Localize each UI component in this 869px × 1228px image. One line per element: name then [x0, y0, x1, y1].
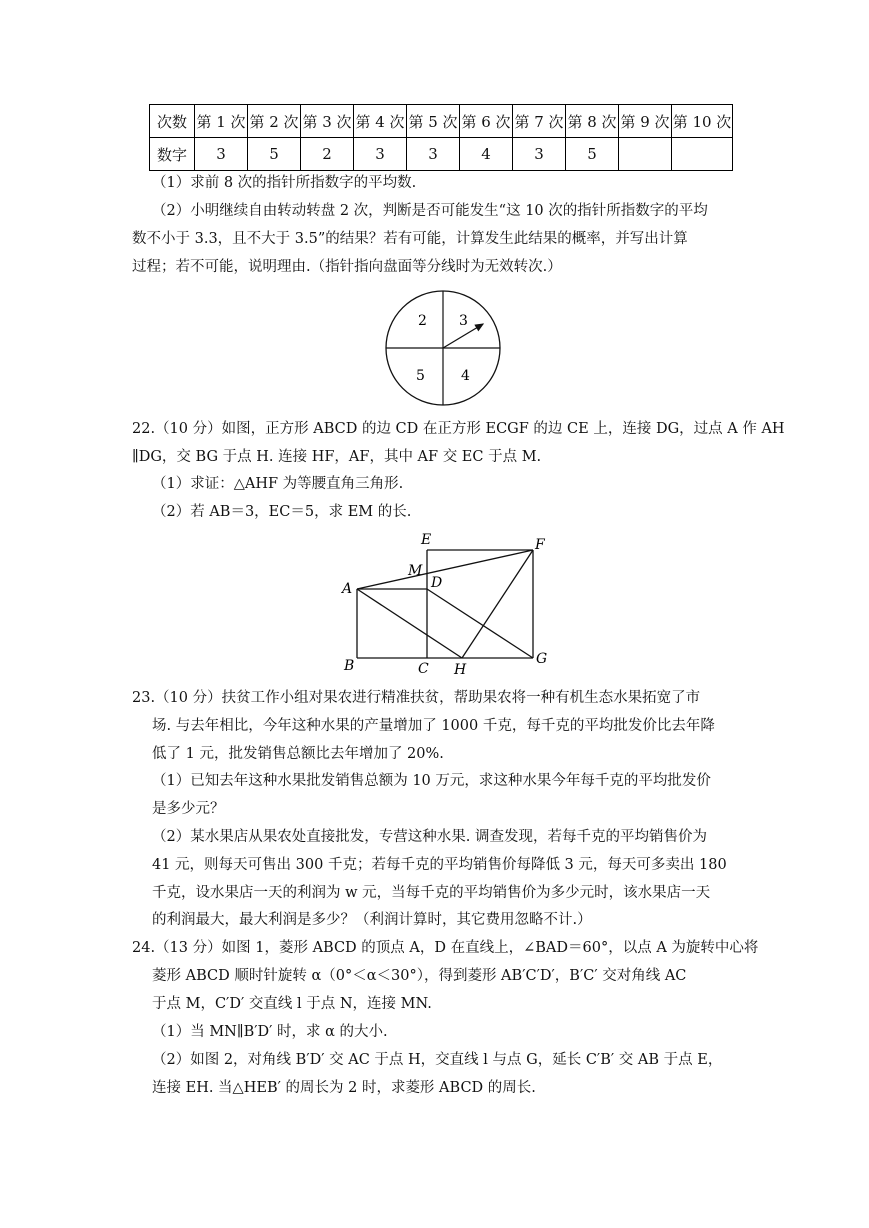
segment-hf: [462, 550, 533, 658]
segment-ah: [357, 589, 462, 658]
table-cell: 3: [195, 138, 248, 171]
q22-part2: （2）若 AB＝3，EC＝5，求 EM 的长.: [152, 504, 412, 520]
table-cell: 第 9 次: [619, 105, 672, 138]
table-cell: 次数: [150, 105, 195, 138]
table-cell: [619, 138, 672, 171]
q23-part2-line4: 的利润最大，最大利润是多少？（利润计算时，其它费用忽略不计.）: [152, 912, 592, 928]
spinner-figure: [382, 290, 502, 410]
q23-part1-line1: （1）已知去年这种水果批发销售总额为 10 万元，求这种水果今年每千克的平均批发价: [152, 773, 711, 789]
table-cell: 3: [407, 138, 460, 171]
table-cell: 第 2 次: [248, 105, 301, 138]
q23-line1: 23.（10 分）扶贫工作小组对果农进行精准扶贫，帮助果农将一种有机生态水果拓宽了市: [132, 690, 701, 706]
table-cell: 第 6 次: [460, 105, 513, 138]
q24-part2-line1: （2）如图 2，对角线 B′D′ 交 AC 于点 H，交直线 l 与点 G，延长 C′B′ 交 AB 于点 E，: [152, 1052, 723, 1068]
point-label-c: C: [418, 661, 429, 677]
q23-part2-line3: 千克，设水果店一天的利润为 w 元，当每千克的平均销售价为多少元时，该水果店一天: [152, 885, 711, 901]
point-label-e: E: [421, 532, 432, 548]
table-cell: 第 4 次: [354, 105, 407, 138]
q22-line2: ∥DG，交 BG 于点 H. 连接 HF，AF，其中 AF 交 EC 于点 M.: [132, 449, 542, 465]
q23-line3: 低了 1 元，批发销售总额比去年增加了 20%.: [152, 746, 444, 762]
q22-part1: （1）求证：△AHF 为等腰直角三角形.: [152, 476, 404, 492]
table-cell: 第 3 次: [301, 105, 354, 138]
q23-part2-line1: （2）某水果店从果农处直接批发，专营这种水果. 调查发现，若每千克的平均销售价为: [152, 829, 707, 845]
q24-line1: 24.（13 分）如图 1，菱形 ABCD 的顶点 A，D 在直线上，∠BAD＝60°，以点 A 为旋转中心将: [132, 940, 759, 956]
table-cell: 2: [301, 138, 354, 171]
q21-part2-line3: 过程；若不可能，说明理由.（指针指向盘面等分线时为无效转次.）: [132, 259, 562, 275]
table-cell: 3: [354, 138, 407, 171]
table-cell: 第 10 次: [672, 105, 733, 138]
q21-part1: （1）求前 8 次的指针所指数字的平均数.: [152, 175, 417, 191]
point-label-f: F: [535, 537, 545, 553]
table-row: [150, 138, 733, 171]
table-cell: [672, 138, 733, 171]
spinner-number: 3: [459, 313, 468, 329]
table-cell: 第 5 次: [407, 105, 460, 138]
table-cell: 4: [460, 138, 513, 171]
spin-results-table: [149, 104, 733, 171]
q23-line2: 场. 与去年相比，今年这种水果的产量增加了 1000 千克，每千克的平均批发价比去年降: [152, 718, 715, 734]
spinner-number: 4: [461, 368, 470, 384]
point-label-g: G: [536, 651, 548, 667]
point-label-h: H: [454, 662, 467, 678]
q21-part2-line1: （2）小明继续自由转动转盘 2 次，判断是否可能发生“这 10 次的指针所指数字的平均: [152, 203, 708, 219]
point-label-d: D: [431, 575, 443, 591]
table-cell: 第 7 次: [513, 105, 566, 138]
point-label-a: A: [342, 581, 353, 597]
table-cell: 数字: [150, 138, 195, 171]
table-row: [150, 105, 733, 138]
spinner-number: 2: [418, 313, 427, 329]
segment-af: [357, 550, 533, 589]
spinner-number: 5: [416, 368, 425, 384]
point-label-b: B: [344, 658, 355, 674]
q23-part1-line2: 是多少元？: [152, 801, 225, 817]
q23-part2-line2: 41 元，则每天可售出 300 千克；若每千克的平均销售价每降低 3 元，每天可多卖出 180: [152, 857, 727, 873]
q24-line3: 于点 M，C′D′ 交直线 l 于点 N，连接 MN.: [152, 996, 432, 1012]
q24-line2: 菱形 ABCD 顺时针旋转 α（0°＜α＜30°），得到菱形 AB′C′D′，B′C′ 交对角线 AC: [152, 968, 687, 984]
squares-figure: [330, 530, 560, 678]
q24-part2-line2: 连接 EH. 当△HEB′ 的周长为 2 时，求菱形 ABCD 的周长.: [152, 1080, 536, 1096]
point-label-m: M: [408, 563, 423, 579]
table-cell: 3: [513, 138, 566, 171]
table-cell: 第 1 次: [195, 105, 248, 138]
table-cell: 5: [248, 138, 301, 171]
table-cell: 5: [566, 138, 619, 171]
q24-part1: （1）当 MN∥B′D′ 时，求 α 的大小.: [152, 1024, 388, 1040]
table-cell: 第 8 次: [566, 105, 619, 138]
q22-line1: 22.（10 分）如图，正方形 ABCD 的边 CD 在正方形 ECGF 的边 CE 上，连接 DG，过点 A 作 AH: [132, 421, 785, 437]
q21-part2-line2: 数不小于 3.3，且不大于 3.5”的结果？若有可能，计算发生此结果的概率，并写出计算: [132, 231, 688, 247]
segment-dg: [427, 589, 533, 658]
